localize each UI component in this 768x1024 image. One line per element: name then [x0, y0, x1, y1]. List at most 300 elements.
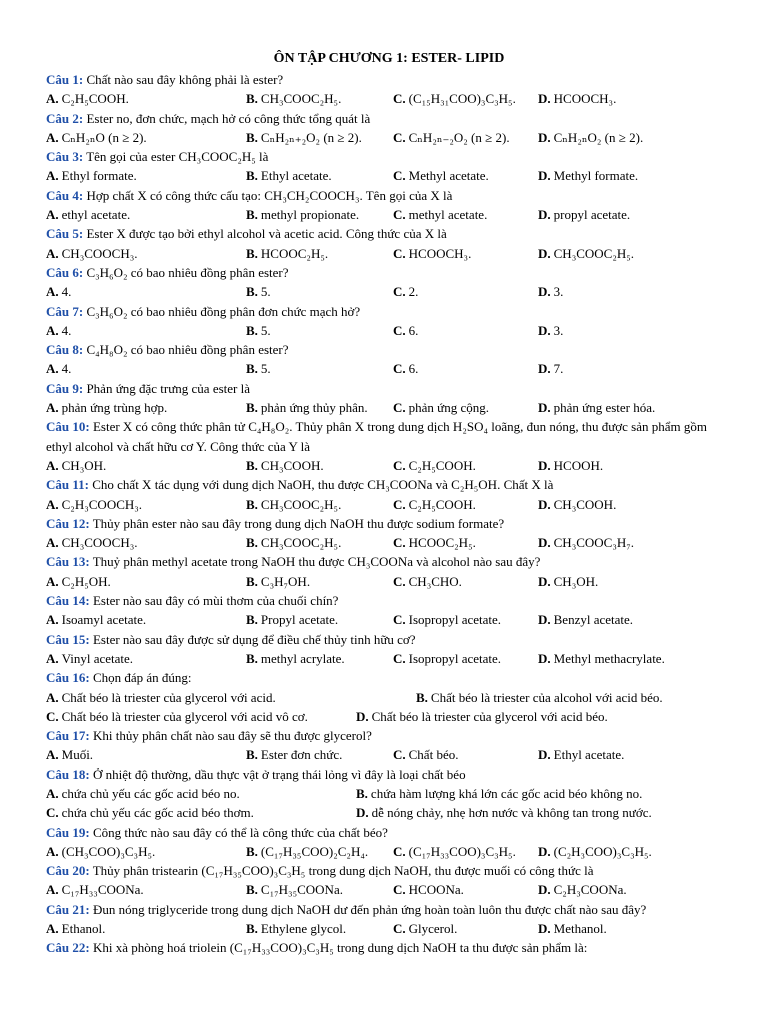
question-2	[46, 109, 722, 128]
option-b	[246, 205, 393, 224]
option-b	[246, 282, 393, 301]
question-7	[46, 302, 722, 321]
option-a	[46, 359, 246, 378]
option-letter: D.	[538, 129, 551, 145]
option-text: methyl acrylate.	[260, 650, 345, 666]
question-14	[46, 591, 722, 610]
option-text: Glycerol.	[408, 921, 458, 937]
option-b	[416, 688, 768, 707]
option-a	[46, 244, 246, 263]
option-text: CH₃COOCH₃.	[61, 245, 138, 261]
option-letter: D.	[538, 400, 551, 416]
option-a	[46, 880, 246, 899]
question-6	[46, 263, 722, 282]
question-label: Câu 13:	[46, 554, 90, 570]
option-letter: D.	[356, 708, 369, 724]
option-c	[393, 321, 538, 340]
option-letter: B.	[246, 843, 258, 859]
options-row	[46, 649, 722, 668]
option-letter: C.	[393, 496, 406, 512]
option-letter: A.	[46, 785, 59, 801]
option-letter: C.	[393, 284, 406, 300]
question-label: Câu 21:	[46, 901, 90, 917]
question-label: Câu 18:	[46, 766, 90, 782]
option-d	[538, 205, 718, 224]
option-letter: B.	[246, 612, 258, 628]
option-c	[46, 803, 356, 822]
option-letter: B.	[246, 207, 258, 223]
option-d	[356, 803, 726, 822]
option-text: Methyl formate.	[553, 168, 639, 184]
option-b	[246, 572, 393, 591]
option-letter: C.	[393, 457, 406, 473]
question-label: Câu 19:	[46, 824, 90, 840]
option-text: CH₃COOC₂H₅.	[260, 91, 342, 107]
option-letter: A.	[46, 361, 59, 377]
option-text: 5.	[260, 322, 271, 338]
option-letter: A.	[46, 689, 59, 705]
option-d	[538, 495, 718, 514]
option-letter: A.	[46, 921, 59, 937]
option-letter: D.	[538, 207, 551, 223]
option-text: 2.	[408, 284, 419, 300]
options-row	[46, 244, 722, 263]
option-c	[393, 359, 538, 378]
question-5	[46, 224, 722, 243]
option-letter: A.	[46, 843, 59, 859]
option-letter: D.	[538, 882, 551, 898]
option-text: HCOOH.	[553, 457, 604, 473]
option-b	[246, 128, 393, 147]
options-row	[46, 919, 722, 938]
option-c	[393, 533, 538, 552]
option-text: HCOOC₂H₅.	[260, 245, 329, 261]
option-b	[246, 842, 393, 861]
option-a	[46, 649, 246, 668]
option-b	[246, 321, 393, 340]
option-c	[393, 282, 538, 301]
question-label: Câu 14:	[46, 593, 90, 609]
option-b	[246, 244, 393, 263]
option-a	[46, 688, 416, 707]
question-label: Câu 20:	[46, 863, 90, 879]
option-text: Ethyl acetate.	[260, 168, 332, 184]
options-row	[46, 572, 722, 591]
options-row	[46, 803, 722, 822]
option-text: Chất béo là triester của glycerol với acid vô cơ.	[61, 708, 308, 724]
option-text: Chất béo là triester của glycerol với acid.	[61, 689, 276, 705]
option-text: 4.	[61, 284, 72, 300]
option-letter: B.	[246, 168, 258, 184]
option-d	[538, 572, 718, 591]
option-text: dễ nóng chảy, nhẹ hơn nước và không tan trong nước.	[371, 805, 652, 821]
option-d	[538, 842, 718, 861]
option-letter: B.	[356, 785, 368, 801]
option-text: C₂H₅COOH.	[408, 496, 476, 512]
options-row	[46, 282, 722, 301]
option-text: ethyl acetate.	[61, 207, 131, 223]
option-letter: A.	[46, 573, 59, 589]
option-b	[246, 398, 393, 417]
option-text: 5.	[260, 284, 271, 300]
option-c	[393, 919, 538, 938]
option-letter: C.	[393, 129, 406, 145]
option-letter: D.	[538, 650, 551, 666]
question-label: Câu 22:	[46, 940, 90, 956]
option-d	[538, 919, 718, 938]
option-c	[393, 649, 538, 668]
option-a	[46, 784, 356, 803]
option-letter: A.	[46, 91, 59, 107]
options-row	[46, 166, 722, 185]
option-c	[393, 89, 538, 108]
question-label: Câu 12:	[46, 515, 90, 531]
option-letter: D.	[356, 805, 369, 821]
option-text: C₂H₅COOH.	[61, 91, 129, 107]
option-letter: C.	[393, 573, 406, 589]
option-d	[538, 321, 718, 340]
option-letter: D.	[538, 245, 551, 261]
option-b	[246, 919, 393, 938]
option-letter: D.	[538, 91, 551, 107]
option-text: methyl propionate.	[260, 207, 360, 223]
option-letter: B.	[246, 284, 258, 300]
option-d	[538, 282, 718, 301]
question-19	[46, 823, 722, 842]
option-text: Methanol.	[553, 921, 607, 937]
option-d	[538, 533, 718, 552]
question-text: Ester nào sau đây được sử dụng để điều chế thủy tinh hữu cơ?	[92, 631, 416, 647]
option-text: 3.	[553, 284, 564, 300]
option-d	[538, 456, 718, 475]
option-text: (C₂H₃COO)₃C₃H₅.	[553, 843, 652, 859]
question-17	[46, 726, 722, 745]
option-letter: B.	[246, 535, 258, 551]
options-row	[46, 688, 722, 707]
options-row	[46, 89, 722, 108]
options-row	[46, 128, 722, 147]
option-a	[46, 398, 246, 417]
option-letter: B.	[246, 129, 258, 145]
option-d	[538, 649, 718, 668]
document-title: ÔN TẬP CHƯƠNG 1: ESTER- LIPID	[273, 51, 505, 66]
question-text: Hợp chất X có công thức cấu tạo: CH₃CH₂COOCH₃. Tên gọi của X là	[86, 187, 453, 203]
option-d	[538, 880, 718, 899]
option-c	[393, 880, 538, 899]
option-letter: C.	[393, 747, 406, 763]
option-d	[538, 244, 718, 263]
options-row	[46, 321, 722, 340]
option-text: C₂H₃COONa.	[553, 882, 627, 898]
question-12	[46, 514, 722, 533]
option-a	[46, 89, 246, 108]
option-text: phản ứng ester hóa.	[553, 400, 656, 416]
option-letter: C.	[393, 921, 406, 937]
option-letter: C.	[393, 91, 406, 107]
option-text: HCOOC₂H₅.	[408, 535, 476, 551]
option-b	[356, 784, 726, 803]
option-letter: C.	[393, 650, 406, 666]
option-text: propyl acetate.	[553, 207, 631, 223]
question-22	[46, 938, 722, 957]
question-text: Ester no, đơn chức, mạch hở có công thức tổng quát là	[86, 110, 371, 126]
option-text: (C₁₇H₃₃COO)₃C₃H₅.	[408, 843, 516, 859]
question-label: Câu 2:	[46, 110, 84, 126]
option-a	[46, 166, 246, 185]
question-label: Câu 3:	[46, 149, 84, 165]
question-label: Câu 6:	[46, 264, 84, 280]
option-text: (C₁₇H₃₅COO)₂C₂H₄.	[260, 843, 369, 859]
option-letter: C.	[393, 207, 406, 223]
option-c	[393, 495, 538, 514]
option-d	[538, 359, 718, 378]
question-16	[46, 668, 722, 687]
option-text: CH₃COOC₂H₅.	[553, 245, 635, 261]
question-8	[46, 340, 722, 359]
question-10	[46, 417, 722, 456]
option-letter: A.	[46, 245, 59, 261]
option-a	[46, 128, 246, 147]
option-text: CH₃COOC₂H₅.	[260, 496, 342, 512]
option-text: 3.	[553, 322, 564, 338]
options-row	[46, 707, 722, 726]
question-label: Câu 10:	[46, 419, 90, 435]
option-d	[538, 166, 718, 185]
option-letter: C.	[393, 612, 406, 628]
option-letter: C.	[393, 843, 406, 859]
option-text: CH₃COOH.	[553, 496, 617, 512]
question-text: Thủy phân tristearin (C₁₇H₃₅COO)₃C₃H₅ trong dung dịch NaOH, thu được muối có công thức là	[92, 863, 594, 879]
option-text: phản ứng trùng hợp.	[61, 400, 168, 416]
options-row	[46, 398, 722, 417]
question-text: Đun nóng triglyceride trong dung dịch NaOH dư đến phản ứng hoàn toàn luôn thu được chất nào sau đây?	[92, 901, 647, 917]
option-c	[393, 128, 538, 147]
option-text: C₂H₅OH.	[61, 573, 111, 589]
options-row	[46, 745, 722, 764]
question-label: Câu 11:	[46, 477, 89, 493]
option-letter: D.	[538, 284, 551, 300]
question-text: C₄H₈O₂ có bao nhiêu đồng phân ester?	[86, 342, 289, 358]
option-letter: B.	[246, 747, 258, 763]
question-text: C₃H₆O₂ có bao nhiêu đồng phân đơn chức mạch hở?	[86, 303, 361, 319]
option-text: Ethanol.	[61, 921, 106, 937]
option-text: Isopropyl acetate.	[408, 612, 502, 628]
options-row	[46, 784, 722, 803]
option-letter: A.	[46, 322, 59, 338]
option-c	[393, 456, 538, 475]
option-letter: A.	[46, 612, 59, 628]
option-letter: D.	[538, 921, 551, 937]
question-text: C₃H₆O₂ có bao nhiêu đồng phân ester?	[86, 264, 289, 280]
option-letter: A.	[46, 400, 59, 416]
question-text: Thuỷ phân methyl acetate trong NaOH thu được CH₃COONa và alcohol nào sau đây?	[92, 554, 541, 570]
option-b	[246, 166, 393, 185]
option-b	[246, 495, 393, 514]
option-letter: C.	[393, 400, 406, 416]
option-text: methyl acetate.	[408, 207, 488, 223]
option-letter: D.	[538, 612, 551, 628]
option-letter: C.	[46, 708, 59, 724]
question-13	[46, 552, 722, 571]
option-text: chứa chủ yếu các gốc acid béo no.	[61, 785, 240, 801]
options-row	[46, 359, 722, 378]
option-text: 7.	[553, 361, 564, 377]
question-label: Câu 7:	[46, 303, 84, 319]
option-text: Muối.	[61, 747, 94, 763]
option-letter: B.	[246, 650, 258, 666]
option-text: Isopropyl acetate.	[408, 650, 502, 666]
option-text: C₂H₅COOH.	[408, 457, 476, 473]
option-text: Ester đơn chức.	[260, 747, 343, 763]
option-c	[393, 745, 538, 764]
options-row	[46, 842, 722, 861]
option-text: Vinyl acetate.	[61, 650, 134, 666]
question-text: Ester X được tạo bởi ethyl alcohol và acetic acid. Công thức của X là	[86, 226, 447, 242]
option-c	[393, 244, 538, 263]
option-letter: D.	[538, 535, 551, 551]
option-letter: A.	[46, 496, 59, 512]
option-text: 4.	[61, 361, 72, 377]
option-text: CH₃COOCH₃.	[61, 535, 138, 551]
question-1	[46, 70, 722, 89]
option-text: Ethyl acetate.	[553, 747, 625, 763]
option-text: Chất béo là triester của glycerol với acid béo.	[371, 708, 608, 724]
option-d	[538, 610, 718, 629]
options-row	[46, 495, 722, 514]
option-letter: C.	[46, 805, 59, 821]
option-text: CH₃COOC₂H₅.	[260, 535, 342, 551]
option-c	[393, 610, 538, 629]
option-text: HCOONa.	[408, 882, 464, 898]
option-text: phản ứng thủy phân.	[260, 400, 368, 416]
options-row	[46, 533, 722, 552]
question-text: Tên gọi của ester CH₃COOC₂H₅ là	[86, 149, 269, 165]
option-text: chứa hàm lượng khá lớn các gốc acid béo không no.	[370, 785, 643, 801]
question-label: Câu 16:	[46, 670, 90, 686]
option-b	[246, 610, 393, 629]
option-text: CH₃CHO.	[408, 573, 462, 589]
option-letter: B.	[246, 361, 258, 377]
option-text: chứa chủ yếu các gốc acid béo thơm.	[61, 805, 254, 821]
option-letter: B.	[246, 400, 258, 416]
option-c	[393, 398, 538, 417]
question-text: Phản ứng đặc trưng của ester là	[86, 380, 250, 396]
option-letter: B.	[246, 573, 258, 589]
option-a	[46, 456, 246, 475]
question-text: Ở nhiệt độ thường, dầu thực vật ở trạng thái lỏng vì đây là loại chất béo	[92, 766, 466, 782]
question-label: Câu 9:	[46, 380, 84, 396]
option-text: 4.	[61, 322, 72, 338]
option-a	[46, 919, 246, 938]
question-label: Câu 1:	[46, 72, 84, 87]
option-b	[246, 456, 393, 475]
option-c	[393, 572, 538, 591]
option-text: CₙH₂ₙO (n ≥ 2).	[61, 129, 147, 145]
question-4	[46, 186, 722, 205]
option-letter: B.	[246, 322, 258, 338]
option-letter: D.	[538, 496, 551, 512]
options-row	[46, 205, 722, 224]
option-letter: D.	[538, 168, 551, 184]
options-row	[46, 456, 722, 475]
option-b	[246, 649, 393, 668]
option-letter: C.	[393, 245, 406, 261]
question-text: Công thức nào sau đây có thể là công thức của chất béo?	[92, 824, 388, 840]
question-text: Ester nào sau đây có mùi thơm của chuối chín?	[92, 593, 339, 609]
option-letter: D.	[538, 573, 551, 589]
option-text: 6.	[408, 322, 419, 338]
option-letter: A.	[46, 129, 59, 145]
option-text: HCOOCH₃.	[408, 245, 472, 261]
question-3	[46, 147, 722, 166]
option-a	[46, 205, 246, 224]
question-9	[46, 379, 722, 398]
option-text: 5.	[260, 361, 271, 377]
option-letter: B.	[246, 245, 258, 261]
option-text: Isoamyl acetate.	[61, 612, 147, 628]
option-text: Chất béo là triester của alcohol với acid béo.	[430, 689, 663, 705]
option-letter: B.	[246, 91, 258, 107]
option-letter: C.	[393, 361, 406, 377]
question-21	[46, 900, 722, 919]
option-letter: B.	[416, 689, 428, 705]
option-c	[393, 205, 538, 224]
option-letter: C.	[393, 882, 406, 898]
option-text: Ethylene glycol.	[260, 921, 347, 937]
question-20	[46, 861, 722, 880]
option-a	[46, 572, 246, 591]
option-text: C₁₇H₃₅COONa.	[260, 882, 343, 898]
option-text: CₙH₂ₙ₊₂O₂ (n ≥ 2).	[260, 129, 362, 145]
option-text: Methyl acetate.	[408, 168, 489, 184]
question-text: Khi thủy phân chất nào sau đây sẽ thu được glycerol?	[92, 728, 372, 744]
option-a	[46, 745, 246, 764]
option-a	[46, 610, 246, 629]
question-text: Chất nào sau đây không phải là ester?	[86, 72, 284, 87]
option-b	[246, 745, 393, 764]
option-letter: A.	[46, 284, 59, 300]
option-letter: A.	[46, 207, 59, 223]
question-text: Khi xà phòng hoá triolein (C₁₇H₃₃COO)₃C₃H₅ trong dung dịch NaOH ta thu được sản phẩm là:	[92, 940, 588, 956]
option-b	[246, 359, 393, 378]
option-letter: B.	[246, 921, 258, 937]
question-11	[46, 475, 722, 494]
option-letter: A.	[46, 168, 59, 184]
option-letter: D.	[538, 361, 551, 377]
option-a	[46, 533, 246, 552]
question-list	[46, 70, 722, 958]
option-text: Methyl methacrylate.	[553, 650, 665, 666]
option-c	[46, 707, 356, 726]
option-letter: A.	[46, 747, 59, 763]
options-row	[46, 610, 722, 629]
option-text: CH₃OH.	[61, 457, 107, 473]
question-label: Câu 4:	[46, 187, 84, 203]
option-letter: C.	[393, 168, 406, 184]
option-c	[393, 842, 538, 861]
option-letter: D.	[538, 843, 551, 859]
option-text: 6.	[408, 361, 419, 377]
option-text: (CH₃COO)₃C₃H₅.	[61, 843, 156, 859]
option-letter: D.	[538, 457, 551, 473]
option-letter: D.	[538, 322, 551, 338]
option-text: Benzyl acetate.	[553, 612, 634, 628]
option-text: Ethyl formate.	[61, 168, 137, 184]
option-letter: A.	[46, 535, 59, 551]
option-text: C₂H₃COOCH₃.	[61, 496, 143, 512]
question-15	[46, 630, 722, 649]
option-text: CH₃OH.	[553, 573, 599, 589]
